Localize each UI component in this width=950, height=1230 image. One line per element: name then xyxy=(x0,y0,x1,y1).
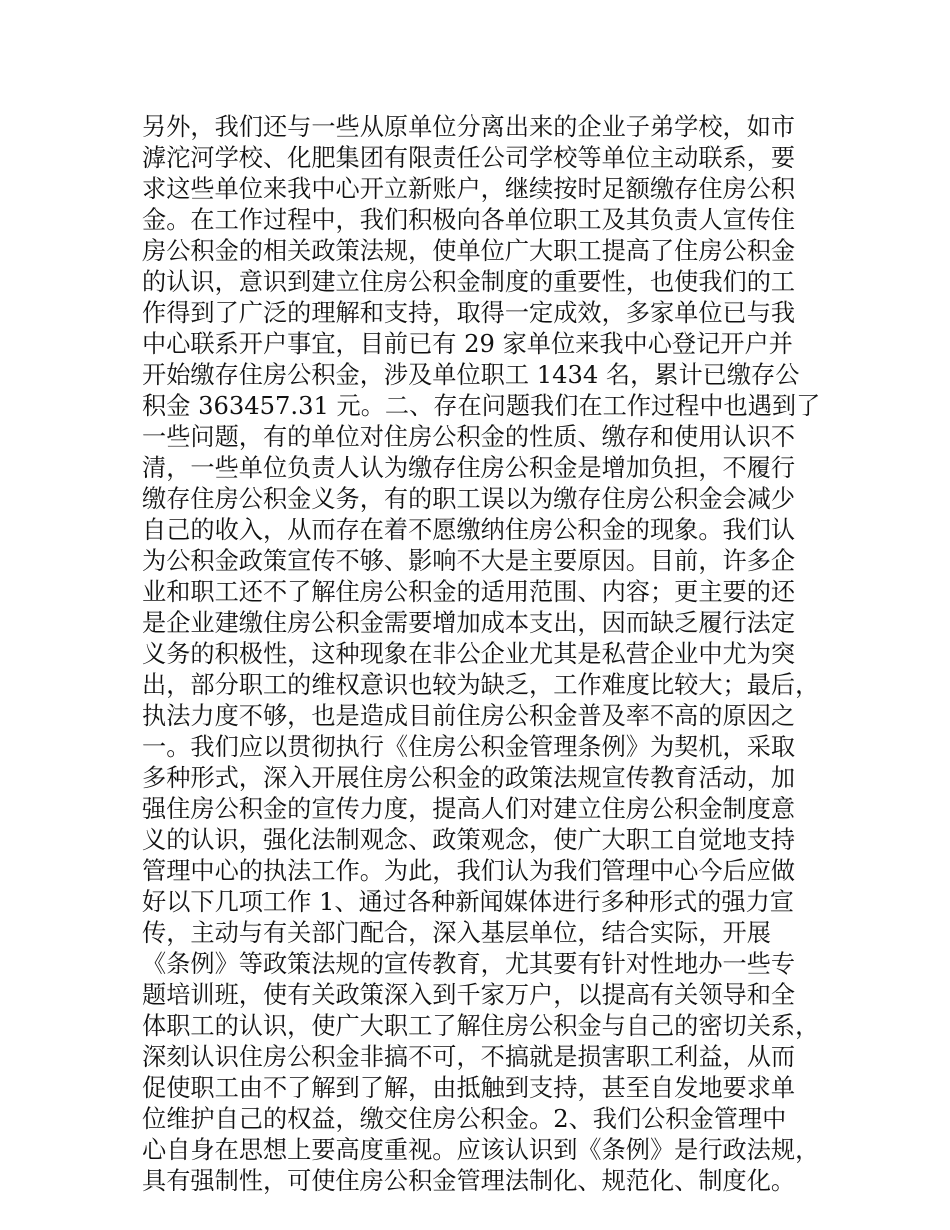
text-line: 《条例》等政策法规的宣传教育，尤其要有针对性地办一些专 xyxy=(142,950,796,978)
text-line: 深刻认识住房公积金非搞不可，不搞就是损害职工利益，从而 xyxy=(142,1043,796,1071)
text-line: 具有强制性，可使住房公积金管理法制化、规范化、制度化。 xyxy=(142,1167,796,1195)
text-line: 一。我们应以贯彻执行《住房公积金管理条例》为契机，采取 xyxy=(142,733,796,761)
text-line: 多种形式，深入开展住房公积金的政策法规宣传教育活动，加 xyxy=(142,764,796,792)
text-line: 积金 363457.31 元。二、存在问题我们在工作过程中也遇到了 xyxy=(142,392,821,420)
text-line: 缴存住房公积金义务，有的职工误以为缴存住房公积金会减少 xyxy=(142,485,796,513)
text-line: 金。在工作过程中，我们积极向各单位职工及其负责人宣传住 xyxy=(142,206,796,234)
text-line: 房公积金的相关政策法规，使单位广大职工提高了住房公积金 xyxy=(142,237,796,265)
text-line: 是企业建缴住房公积金需要增加成本支出，因而缺乏履行法定 xyxy=(142,609,796,637)
text-line: 强住房公积金的宣传力度，提高人们对建立住房公积金制度意 xyxy=(142,795,796,823)
text-line: 一些问题，有的单位对住房公积金的性质、缴存和使用认识不 xyxy=(142,423,796,451)
text-line: 促使职工由不了解到了解，由抵触到支持，甚至自发地要求单 xyxy=(142,1074,796,1102)
text-line: 管理中心的执法工作。为此，我们认为我们管理中心今后应做 xyxy=(142,857,796,885)
text-line: 题培训班，使有关政策深入到千家万户，以提高有关领导和全 xyxy=(142,981,796,1009)
text-line: 位维护自己的权益，缴交住房公积金。2、我们公积金管理中 xyxy=(142,1105,787,1133)
text-line: 业和职工还不了解住房公积金的适用范围、内容；更主要的还 xyxy=(142,578,796,606)
text-line: 求这些单位来我中心开立新账户，继续按时足额缴存住房公积 xyxy=(142,175,796,203)
text-line: 执法力度不够，也是造成目前住房公积金普及率不高的原因之 xyxy=(142,702,796,730)
text-line: 作得到了广泛的理解和支持，取得一定成效，多家单位已与我 xyxy=(142,299,796,327)
text-line: 开始缴存住房公积金，涉及单位职工 1434 名，累计已缴存公 xyxy=(142,361,800,389)
text-line: 的认识，意识到建立住房公积金制度的重要性，也使我们的工 xyxy=(142,268,796,296)
text-line: 传，主动与有关部门配合，深入基层单位，结合实际，开展 xyxy=(142,919,771,947)
text-line: 自己的收入，从而存在着不愿缴纳住房公积金的现象。我们认 xyxy=(142,516,796,544)
text-line: 滹沱河学校、化肥集团有限责任公司学校等单位主动联系，要 xyxy=(142,144,796,172)
text-line: 心自身在思想上要高度重视。应该认识到《条例》是行政法规， xyxy=(142,1136,820,1164)
text-line: 另外，我们还与一些从原单位分离出来的企业子弟学校，如市 xyxy=(142,113,796,141)
text-line: 好以下几项工作 1、通过各种新闻媒体进行多种形式的强力宣 xyxy=(142,888,794,916)
text-line: 中心联系开户事宜，目前已有 29 家单位来我中心登记开户并 xyxy=(142,330,793,358)
text-line: 义的认识，强化法制观念、政策观念，使广大职工自觉地支持 xyxy=(142,826,796,854)
text-line: 义务的积极性，这种现象在非公企业尤其是私营企业中尤为突 xyxy=(142,640,796,668)
text-line: 清，一些单位负责人认为缴存住房公积金是增加负担，不履行 xyxy=(142,454,796,482)
text-line: 为公积金政策宣传不够、影响不大是主要原因。目前，许多企 xyxy=(142,547,796,575)
text-line: 体职工的认识，使广大职工了解住房公积金与自己的密切关系， xyxy=(142,1012,820,1040)
text-line: 出，部分职工的维权意识也较为缺乏，工作难度比较大；最后， xyxy=(142,671,820,699)
body-text xyxy=(142,112,832,1197)
